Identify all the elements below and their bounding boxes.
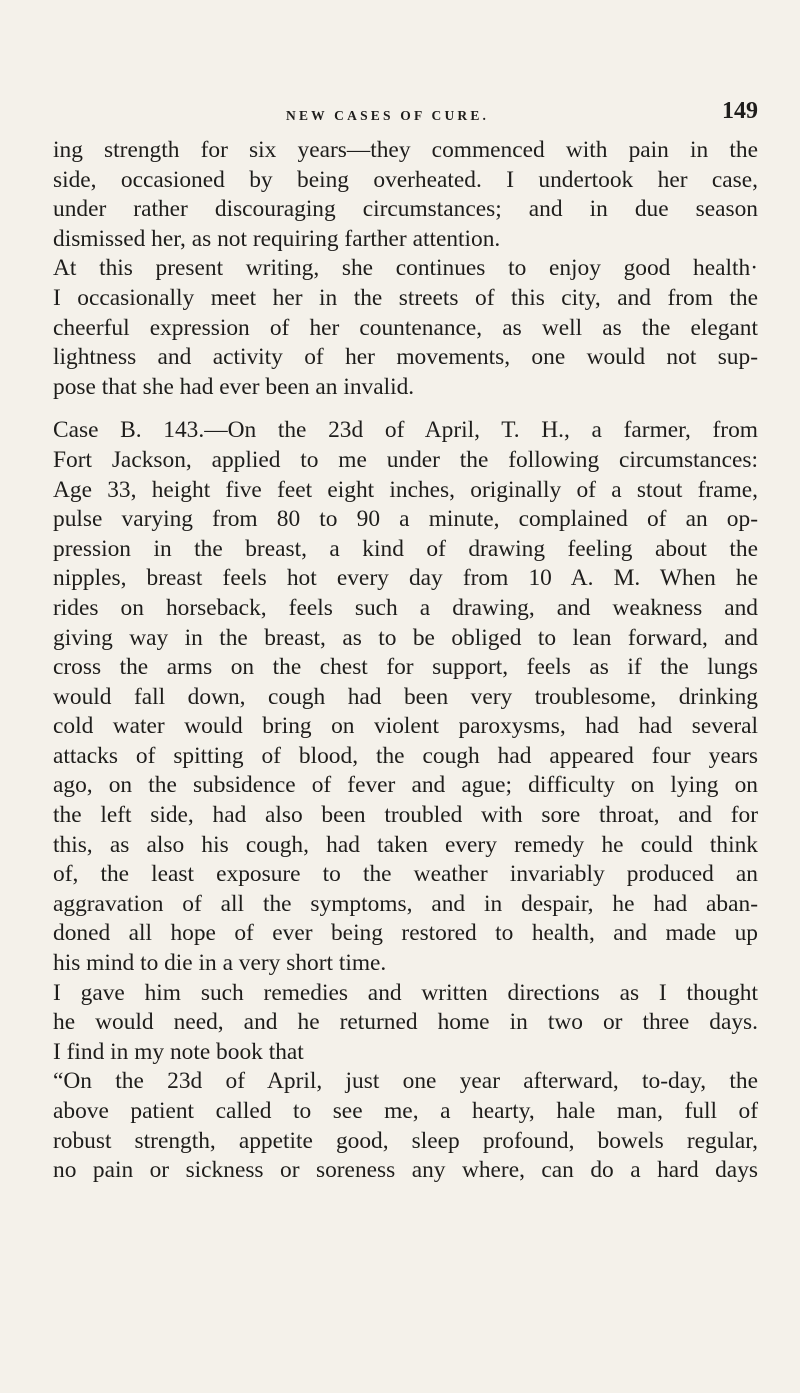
paragraph: [53, 136, 758, 254]
text-line: would fall down, cough had been very troublesome, drinking: [53, 683, 758, 710]
text-line: Case B. 143.—On the 23d of April, T. H., a farmer, from: [53, 417, 758, 444]
paragraph: [53, 979, 758, 1068]
text-line: pose that she had ever been an invalid.: [53, 373, 415, 400]
text-line: nipples, breast feels hot every day from 10 A. M. When he: [53, 565, 758, 592]
text-line: attacks of spitting of blood, the cough had appeared four years: [53, 742, 758, 769]
book-page: [53, 92, 758, 1186]
text-line: cross the arms on the chest for support, feels as if the lungs: [53, 654, 758, 681]
text-line: no pain or sickness or soreness any where, can do a hard days: [53, 1157, 758, 1184]
text-line: his mind to die in a very short time.: [53, 950, 387, 977]
text-line: cheerful expression of her countenance, as well as the elegant: [53, 314, 758, 341]
text-line: pression in the breast, a kind of drawing feeling about the: [53, 535, 758, 562]
paragraph: [53, 416, 758, 978]
body-text: [53, 136, 758, 1186]
text-line: robust strength, appetite good, sleep profound, bowels regular,: [53, 1127, 758, 1154]
text-line: I find in my note book that: [53, 1038, 304, 1065]
text-line: rides on horseback, feels such a drawing, and weakness and: [53, 594, 758, 621]
page-number: 149: [722, 98, 758, 124]
text-line: ago, on the subsidence of fever and ague; difficulty on lying on: [53, 772, 758, 799]
text-line: Age 33, height five feet eight inches, originally of a stout frame,: [53, 476, 758, 503]
text-line: dismissed her, as not requiring farther attention.: [53, 225, 501, 252]
text-line: of, the least exposure to the weather invariably produced an: [53, 861, 758, 888]
text-line: At this present writing, she continues to enjoy good health·: [53, 255, 758, 282]
text-line: side, occasioned by being overheated. I undertook her case,: [53, 166, 758, 193]
text-line: pulse varying from 80 to 90 a minute, complained of an op-: [53, 506, 758, 533]
text-line: doned all hope of ever being restored to health, and made up: [53, 920, 758, 947]
text-line: under rather discouraging circumstances; and in due season: [53, 196, 758, 223]
text-line: the left side, had also been troubled with sore throat, and for: [53, 802, 758, 829]
text-line: ing strength for six years—they commenced with pain in the: [53, 137, 758, 163]
running-title: NEW CASES OF CURE.: [286, 108, 490, 123]
text-line: this, as also his cough, had taken every remedy he could think: [53, 831, 758, 858]
text-line: Fort Jackson, applied to me under the following circumstances:: [53, 446, 758, 473]
text-line: above patient called to see me, a hearty, hale man, full of: [53, 1098, 758, 1124]
text-line: aggravation of all the symptoms, and in despair, he had aban-: [53, 890, 758, 917]
text-line: he would need, and he returned home in two or three days.: [53, 1009, 758, 1036]
running-header: [53, 92, 758, 136]
text-line: lightness and activity of her movements, one would not sup-: [53, 344, 758, 371]
text-line: giving way in the breast, as to be obliged to lean forward, and: [53, 624, 758, 651]
paragraph: [53, 254, 758, 402]
text-line: I gave him such remedies and written directions as I thought: [53, 979, 758, 1006]
text-line: “On the 23d of April, just one year afterward, to-day, the: [53, 1068, 758, 1095]
text-line: cold water would bring on violent paroxysms, had had several: [53, 713, 758, 740]
paragraph: [53, 1067, 758, 1185]
text-line: I occasionally meet her in the streets of this city, and from the: [53, 284, 758, 311]
